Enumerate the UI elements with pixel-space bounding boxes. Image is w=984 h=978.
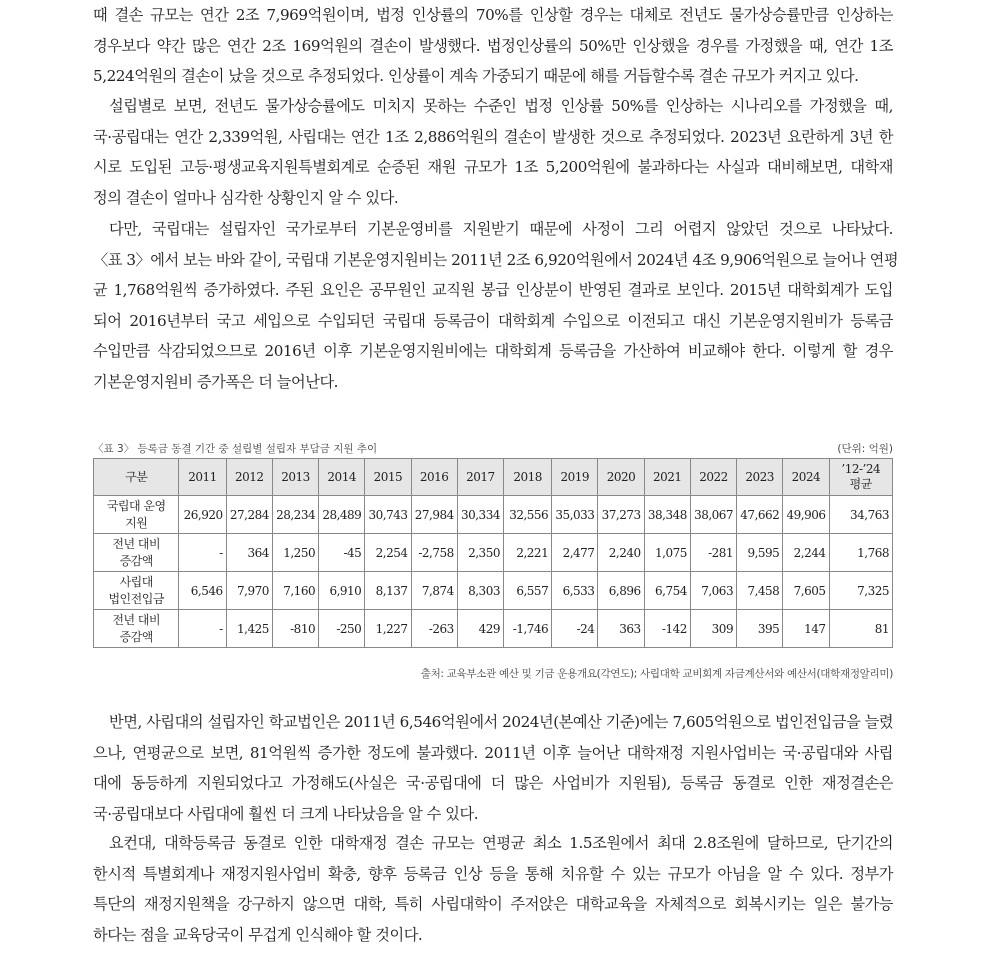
header-average-label: 평균	[849, 477, 872, 491]
table-row	[94, 496, 893, 534]
table-cell: 9,595	[737, 534, 783, 572]
table-cell: 309	[690, 610, 736, 648]
p2-line: 국·공립대는 연간 2,339억원, 사립대는 연간 1조 2,886억원의 결손이 발생한 것으로 추정되었다. 2023년 요란하게 3년 한	[93, 127, 893, 146]
header-year: 2015	[365, 459, 411, 496]
row-label	[94, 534, 179, 572]
p5-line: 한시적 특별회계나 재정지원사업비 확충, 향후 등록금 인상 등을 통해 치유할 수 있는 규모가 아님을 알 수 있다. 정부가	[93, 864, 893, 883]
p1-line: 때 결손 규모는 연간 2조 7,969억원이며, 법정 인상률의 70%를 인상할 경우는 대체로 전년도 물가상승률만큼 인상하는	[93, 6, 893, 24]
table-cell: 6,557	[503, 572, 551, 610]
table-cell: 7,160	[272, 572, 318, 610]
table-cell: 1,425	[226, 610, 272, 648]
table-cell: 6,533	[552, 572, 598, 610]
table-cell: 30,334	[457, 496, 503, 534]
p3-line: 다만, 국립대는 설립자인 국가로부터 기본운영비를 지원받기 때문에 사정이 그리 어렵지 않았던 것으로 나타났다.	[109, 220, 893, 238]
paragraph-2	[93, 91, 893, 213]
table-caption: 〈표 3〉 등록금 동결 기간 중 설립별 설립자 부담금 지원 추이	[93, 443, 378, 455]
table-cell: 2,221	[503, 534, 551, 572]
header-year: 2016	[411, 459, 457, 496]
header-average-period: ’12-’24	[841, 462, 881, 476]
table-cell: 7,458	[737, 572, 783, 610]
table-cell: 28,489	[319, 496, 365, 534]
table-cell-average: 7,325	[829, 572, 892, 610]
table-cell: 38,348	[644, 496, 690, 534]
table-cell: -2,758	[411, 534, 457, 572]
paragraph-3	[93, 214, 899, 398]
header-year: 2017	[457, 459, 503, 496]
table-cell: 8,303	[457, 572, 503, 610]
table-cell-average: 81	[829, 610, 892, 648]
header-year: 2014	[319, 459, 365, 496]
table-cell: -250	[319, 610, 365, 648]
table-unit: (단위: 억원)	[837, 443, 893, 455]
table-cell: 2,244	[783, 534, 829, 572]
table-cell: 1,075	[644, 534, 690, 572]
table-cell: 363	[598, 610, 644, 648]
header-year: 2020	[598, 459, 644, 496]
row-label-line1: 사립대	[119, 574, 153, 589]
table-cell: 7,605	[783, 572, 829, 610]
p3-line: 〈표 3〉에서 보는 바와 같이, 국립대 기본운영지원비는 2011년 2조 6,920억원에서 2024년 4조 9,906억원으로 늘어나 연평	[93, 250, 899, 269]
row-label	[94, 572, 179, 610]
table-cell: 7,970	[226, 572, 272, 610]
table-cell: -24	[552, 610, 598, 648]
table-cell: 28,234	[272, 496, 318, 534]
paragraph-5	[93, 828, 893, 950]
p5-line: 요컨대, 대학등록금 동결로 인한 대학재정 결손 규모는 연평균 최소 1.5조원에서 최대 2.8조원에 달하므로, 단기간의	[109, 834, 893, 852]
p3-line: 기본운영지원비 증가폭은 더 늘어난다.	[93, 372, 339, 391]
p3-line: 되어 2016년부터 국고 세입으로 수입되던 국립대 등록금이 대학회계 수입으로 이전되고 대신 기본운영지원비가 등록금	[93, 311, 893, 330]
table-cell: 32,556	[503, 496, 551, 534]
p4-line: 국·공립대보다 사립대에 훨씬 더 크게 나타났음을 알 수 있다.	[93, 804, 479, 823]
table-cell: 7,063	[690, 572, 736, 610]
funding-table	[93, 458, 893, 648]
table-body	[94, 496, 893, 648]
table-cell: 38,067	[690, 496, 736, 534]
header-year: 2018	[503, 459, 551, 496]
table-cell: 7,874	[411, 572, 457, 610]
header-year: 2011	[179, 459, 226, 496]
table-source: 출처: 교육부소관 예산 및 기금 운용개요(각연도); 사립대학 교비회계 자금계산서와 예산서(대학재정알리미)	[420, 668, 893, 680]
table-caption-row	[93, 441, 893, 456]
table-cell: 6,896	[598, 572, 644, 610]
table-cell: 2,240	[598, 534, 644, 572]
table-row	[94, 534, 893, 572]
header-year: 2019	[552, 459, 598, 496]
row-label-line2: 증감액	[119, 553, 153, 568]
table-cell: -45	[319, 534, 365, 572]
table-cell: 26,920	[179, 496, 226, 534]
table-cell: 147	[783, 610, 829, 648]
table-cell: -142	[644, 610, 690, 648]
header-average	[829, 459, 892, 496]
table-header-row	[94, 459, 893, 496]
paragraph-1	[93, 0, 893, 92]
table-cell: 27,984	[411, 496, 457, 534]
row-label-line1: 전년 대비	[112, 612, 161, 627]
header-year: 2021	[644, 459, 690, 496]
row-label-line2: 법인전입금	[108, 591, 164, 606]
p5-line: 특단의 재정지원책을 강구하지 않으면 대학, 특히 사립대학이 주저앉은 대학교육을 자체적으로 회복시키는 일은 불가능	[93, 895, 893, 914]
table-cell: 2,350	[457, 534, 503, 572]
row-label-line2: 지원	[125, 515, 148, 530]
p2-line: 설립별로 보면, 전년도 물가상승률에도 미치지 못하는 수준인 법정 인상률 50%를 인상하는 시나리오를 가정했을 때,	[109, 97, 893, 115]
table-cell: 1,227	[365, 610, 411, 648]
row-label	[94, 610, 179, 648]
table-cell: 27,284	[226, 496, 272, 534]
table-cell: 2,477	[552, 534, 598, 572]
p1-line: 경우보다 약간 많은 연간 2조 169억원의 결손이 발생했다. 법정인상률의 50%만 인상했을 경우를 가정했을 때, 연간 1조	[93, 36, 893, 55]
table-cell: -810	[272, 610, 318, 648]
table-cell: -263	[411, 610, 457, 648]
row-label-line1: 전년 대비	[112, 536, 161, 551]
row-label-line2: 증감액	[119, 629, 153, 644]
table-cell: 364	[226, 534, 272, 572]
paragraph-4	[93, 707, 893, 829]
header-year: 2024	[783, 459, 829, 496]
table-cell: 2,254	[365, 534, 411, 572]
row-label	[94, 496, 179, 534]
table-cell-average: 1,768	[829, 534, 892, 572]
table-cell: 35,033	[552, 496, 598, 534]
p4-line: 대에 동등하게 지원되었다고 가정해도(사실은 국·공립대에 더 많은 사업비가 지원됨), 등록금 동결로 인한 재정결손은	[93, 774, 893, 793]
header-year: 2023	[737, 459, 783, 496]
p4-line: 으나, 연평균으로 보면, 81억원씩 증가한 정도에 불과했다. 2011년 이후 늘어난 대학재정 지원사업비는 국·공립대와 사립	[93, 743, 893, 762]
table-cell: 6,546	[179, 572, 226, 610]
table-cell: 429	[457, 610, 503, 648]
table-cell: -	[179, 534, 226, 572]
table-cell: 47,662	[737, 496, 783, 534]
header-year: 2013	[272, 459, 318, 496]
table-cell: -	[179, 610, 226, 648]
p2-line: 정의 결손이 얼마나 심각한 상황인지 알 수 있다.	[93, 188, 399, 207]
table-cell: 30,743	[365, 496, 411, 534]
header-category: 구분	[94, 459, 179, 496]
table-cell: 395	[737, 610, 783, 648]
table-cell: 6,910	[319, 572, 365, 610]
p3-line: 수입만큼 삭감되었으므로 2016년 이후 기본운영지원비에는 대학회계 등록금을 가산하여 비교해야 한다. 이렇게 할 경우	[93, 342, 893, 361]
header-year: 2022	[690, 459, 736, 496]
table-cell: 37,273	[598, 496, 644, 534]
row-label-line1: 국립대 운영	[106, 498, 166, 513]
p2-line: 시로 도입된 고등·평생교육지원특별회계로 순증된 재원 규모가 1조 5,200억원에 불과하다는 사실과 대비해보면, 대학재	[93, 158, 893, 177]
table-row	[94, 572, 893, 610]
header-year: 2012	[226, 459, 272, 496]
p1-line: 5,224억원의 결손이 났을 것으로 추정되었다. 인상률이 계속 가중되기 때문에 해를 거듭할수록 결손 규모가 커지고 있다.	[93, 67, 859, 86]
table-cell: -1,746	[503, 610, 551, 648]
table-cell: 49,906	[783, 496, 829, 534]
table-cell-average: 34,763	[829, 496, 892, 534]
table-cell: 8,137	[365, 572, 411, 610]
p3-line: 균 1,768억원씩 증가하였다. 주된 요인은 공무원인 교직원 봉급 인상분이 반영된 결과로 보인다. 2015년 대학회계가 도입	[93, 281, 893, 300]
table-cell: 1,250	[272, 534, 318, 572]
p4-line: 반면, 사립대의 설립자인 학교법인은 2011년 6,546억원에서 2024년(본예산 기준)에는 7,605억원으로 법인전입금을 늘렸	[109, 713, 894, 731]
table-cell: 6,754	[644, 572, 690, 610]
p5-line: 하다는 점을 교육당국이 무겁게 인식해야 할 것이다.	[93, 925, 423, 944]
table-row	[94, 610, 893, 648]
table-cell: -281	[690, 534, 736, 572]
